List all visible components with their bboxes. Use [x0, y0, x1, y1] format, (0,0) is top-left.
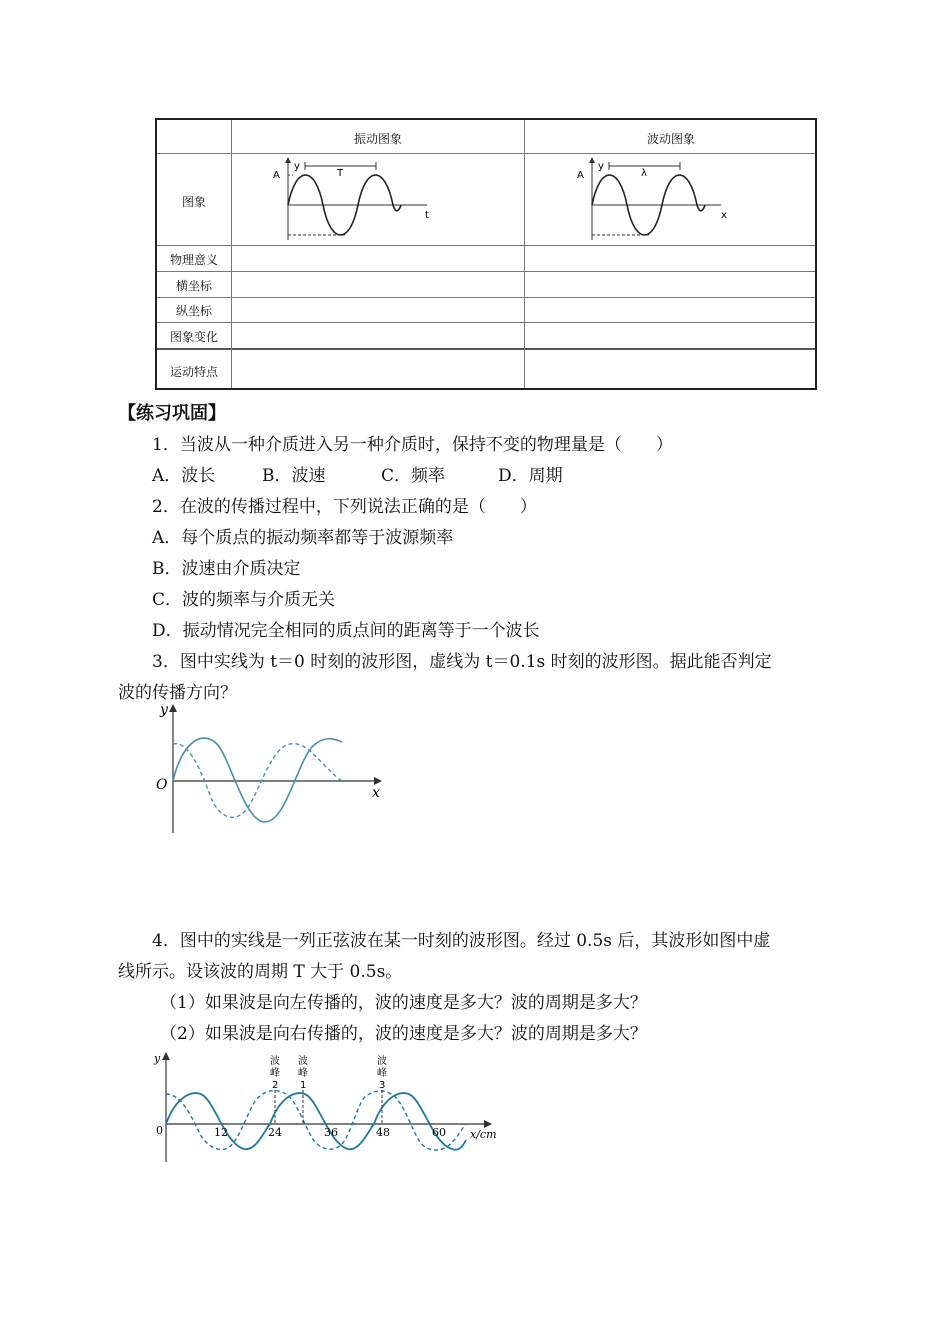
q1-stem: 1．当波从一种介质进入另一种介质时，保持不变的物理量是（ ） [152, 435, 673, 455]
q3-stem-line2: 波的传播方向？ [118, 683, 237, 703]
q3-x-label: x [372, 785, 380, 801]
row-label-meaning: 物理意义 [169, 253, 218, 267]
row-label-graph: 图象 [181, 195, 206, 209]
wave-axis-label: x [721, 210, 727, 221]
tick-24: 24 [268, 1126, 282, 1139]
peak2-char2: 峰 [270, 1068, 280, 1079]
peak3-char1: 波 [377, 1056, 387, 1067]
wave-graph [571, 156, 771, 244]
col-header-wave: 波动图象 [646, 132, 695, 146]
col-header-vibration: 振动图象 [353, 132, 402, 146]
peak2-number: 2 [272, 1080, 279, 1091]
row-label-abscissa: 横坐标 [175, 279, 212, 293]
row-label-ordinate: 纵坐标 [175, 304, 212, 318]
q2-option-a: A．每个质点的振动频率都等于波源频率 [152, 528, 454, 548]
q4-stem-line2: 线所示。设该波的周期 T 大于 0.5s。 [118, 962, 403, 982]
q3-wave-figure [148, 700, 388, 840]
q2-option-b: B．波速由介质决定 [152, 559, 301, 579]
q4-sub1: （1）如果波是向左传播的，波的速度是多大？波的周期是多大？ [160, 993, 647, 1013]
q3-stem-line1: 3．图中实线为 t＝0 时刻的波形图，虚线为 t＝0.1s 时刻的波形图。据此能否判定 [152, 652, 772, 672]
vib-axis-label: t [425, 210, 429, 221]
q4-sub2: （2）如果波是向右传播的，波的速度是多大？波的周期是多大？ [160, 1024, 647, 1044]
q4-y-label: y [154, 1052, 161, 1065]
wave-y-label: y [598, 161, 604, 172]
tick-60: 60 [432, 1126, 446, 1139]
row-label-change: 图象变化 [169, 330, 218, 344]
q2-option-c: C．波的频率与介质无关 [152, 590, 336, 610]
peak1-char2: 峰 [298, 1068, 308, 1079]
q4-origin-label: 0 [156, 1124, 163, 1137]
q4-x-label: x/cm [470, 1128, 497, 1141]
q4-stem-line1: 4．图中的实线是一列正弦波在某一时刻的波形图。经过 0.5s 后，其波形如图中虚 [152, 931, 771, 951]
q3-origin-label: O [156, 777, 168, 793]
vibration-graph [267, 156, 467, 244]
q1-option-a: A．波长 [152, 466, 216, 486]
tick-12: 12 [214, 1126, 228, 1139]
peak1-char1: 波 [298, 1056, 308, 1067]
wave-lambda-label: λ [641, 168, 647, 179]
row-label-motion: 运动特点 [169, 365, 218, 379]
peak3-char2: 峰 [377, 1068, 387, 1079]
peak2-char1: 波 [270, 1056, 280, 1067]
wave-amp-label: A [577, 170, 584, 181]
comparison-table [155, 118, 817, 390]
tick-36: 36 [324, 1126, 338, 1139]
tick-48: 48 [376, 1126, 390, 1139]
vib-period-label: T [337, 168, 344, 179]
q4-wave-figure [148, 1048, 508, 1168]
section-title: 【练习巩固】 [118, 403, 226, 424]
q1-option-b: B．波速 [262, 466, 326, 486]
peak3-number: 3 [379, 1080, 386, 1091]
q1-option-d: D．周期 [498, 466, 563, 486]
peak1-number: 1 [300, 1080, 307, 1091]
q1-option-c: C．频率 [381, 466, 446, 486]
vib-y-label: y [294, 161, 300, 172]
q3-y-label: y [160, 702, 168, 718]
vib-amp-label: A [273, 170, 280, 181]
q2-stem: 2．在波的传播过程中，下列说法正确的是（ ） [152, 497, 537, 517]
q2-option-d: D．振动情况完全相同的质点间的距离等于一个波长 [152, 621, 540, 641]
